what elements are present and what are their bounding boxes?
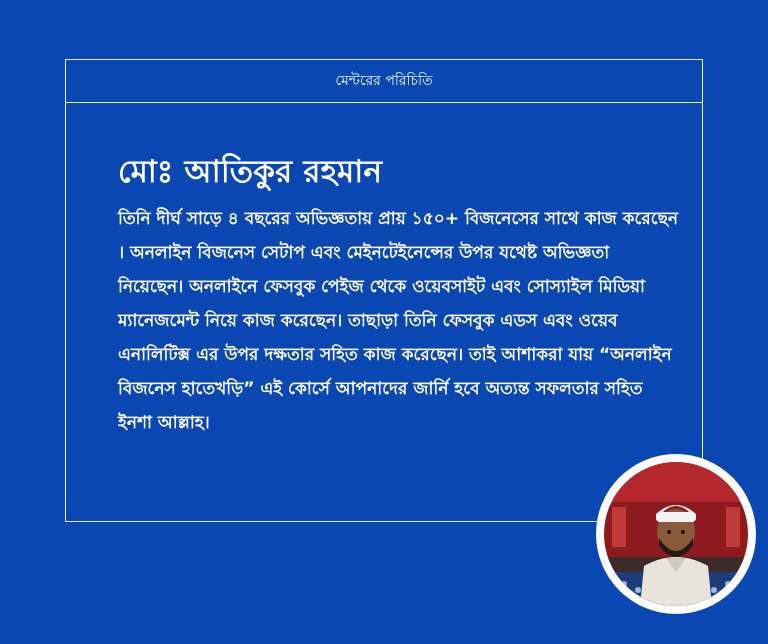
mentor-photo xyxy=(604,462,748,606)
card-header xyxy=(66,60,702,103)
mentor-name: মোঃ আতিকুর রহমান xyxy=(118,154,383,190)
card-title: মেন্টরের পরিচিতি xyxy=(335,73,433,89)
photo-illustration xyxy=(604,462,748,606)
mentor-avatar xyxy=(596,454,756,614)
mentor-bio: তিনি দীর্ঘ সাড়ে ৪ বছরের অভিজ্ঞতায় প্রায় ১৫০+ বিজনেসের সাথে কাজ করেছেন । অনলাইন বিজনেস সেটাপ এবং মেইনটেইনেন্সের উপর যথেষ্ট অভিজ্ঞতা নিয়েছেন। অনলাইনে ফেসবুক পেইজ থেকে ওয়েবসাইট এবং সোস্যাইল মিডিয়া ম্যানেজমেন্ট নিয়ে কাজ করেছেন। তাছাড়া তিনি ফেসবুক এডস এবং ওয়েব এনালিটিক্স এর উপর দক্ষতার সহিত কাজ করেছেন। তাই আশাকরা যায় “অনলাইন বিজনেস হাতেখড়ি” এই কোর্সে আপনাদের জার্নি হবে অত্যন্ত সফলতার সহিত ইনশা আল্লাহ। xyxy=(118,209,679,433)
mentor-card xyxy=(65,59,703,522)
